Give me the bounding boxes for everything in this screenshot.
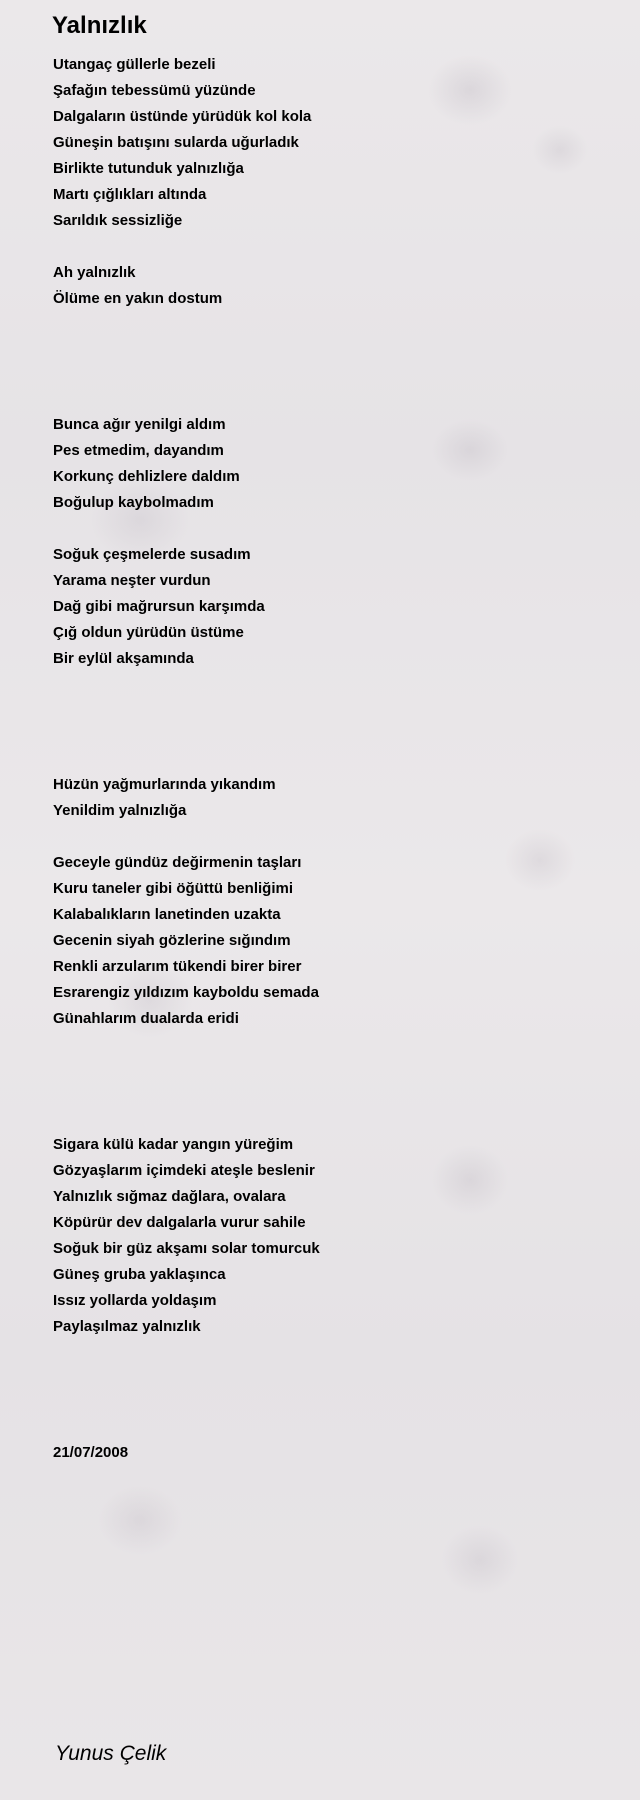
poem-line: Yalnızlık sığmaz dağlara, ovalara [53, 1188, 286, 1205]
poem-line: Pes etmedim, dayandım [53, 442, 224, 459]
poem-line: Birlikte tutunduk yalnızlığa [53, 160, 244, 177]
stanza [53, 1132, 613, 1340]
poem-line: Kalabalıkların lanetinden uzakta [53, 906, 281, 923]
poem-line: Çığ oldun yürüdün üstüme [53, 624, 244, 641]
poem-line: Ah yalnızlık [53, 264, 136, 281]
stanza [53, 412, 613, 516]
poem-line: Sigara külü kadar yangın yüreğim [53, 1136, 294, 1153]
stanza [53, 772, 613, 824]
poem-line: Esrarengiz yıldızım kayboldu semada [53, 984, 319, 1001]
poem-line: Utangaç güllerle bezeli [53, 56, 216, 73]
poem-line: Günahlarım dualarda eridi [53, 1010, 239, 1027]
stanza [53, 52, 613, 234]
poem-title: Yalnızlık [52, 12, 147, 39]
poem-line: Soğuk çeşmelerde susadım [53, 546, 251, 563]
poem-line: Geceyle gündüz değirmenin taşları [53, 854, 302, 871]
poem-line: Güneşin batışını sularda uğurladık [53, 134, 299, 151]
poem-line: Güneş gruba yaklaşınca [53, 1266, 226, 1283]
poem-line: Dağ gibi mağrursun karşımda [53, 598, 265, 615]
poem-line: Kuru taneler gibi öğüttü benliğimi [53, 880, 293, 897]
poem-line: Boğulup kaybolmadım [53, 494, 214, 511]
poem-line: Martı çığlıkları altında [53, 186, 207, 203]
poem-line: Hüzün yağmurlarında yıkandım [53, 776, 276, 793]
poem-line: Dalgaların üstünde yürüdük kol kola [53, 108, 312, 125]
poem-line: Köpürür dev dalgalarla vurur sahile [53, 1214, 306, 1231]
poem-line: Sarıldık sessizliğe [53, 212, 183, 229]
stanza [53, 542, 613, 672]
poem-line: Yenildim yalnızlığa [53, 802, 187, 819]
poem-line: Gecenin siyah gözlerine sığındım [53, 932, 291, 949]
author-name: Yunus Çelik [55, 1742, 167, 1765]
poem-line: Renkli arzularım tükendi birer birer [53, 958, 302, 975]
poem-line: Yarama neşter vurdun [53, 572, 211, 589]
poem-date: 21/07/2008 [53, 1444, 129, 1461]
poem-line: Gözyaşlarım içimdeki ateşle beslenir [53, 1162, 315, 1179]
poem-line: Bunca ağır yenilgi aldım [53, 416, 226, 433]
poem-line: Soğuk bir güz akşamı solar tomurcuk [53, 1240, 320, 1257]
poem-line: Şafağın tebessümü yüzünde [53, 82, 256, 99]
stanza [53, 260, 613, 312]
poem-line: Bir eylül akşamında [53, 650, 194, 667]
poem-body [53, 52, 613, 1466]
stanza [53, 850, 613, 1032]
poem-line: Paylaşılmaz yalnızlık [53, 1318, 201, 1335]
poem-line: Issız yollarda yoldaşım [53, 1292, 217, 1309]
poem-line: Ölüme en yakın dostum [53, 290, 223, 307]
poem-line: Korkunç dehlizlere daldım [53, 468, 240, 485]
